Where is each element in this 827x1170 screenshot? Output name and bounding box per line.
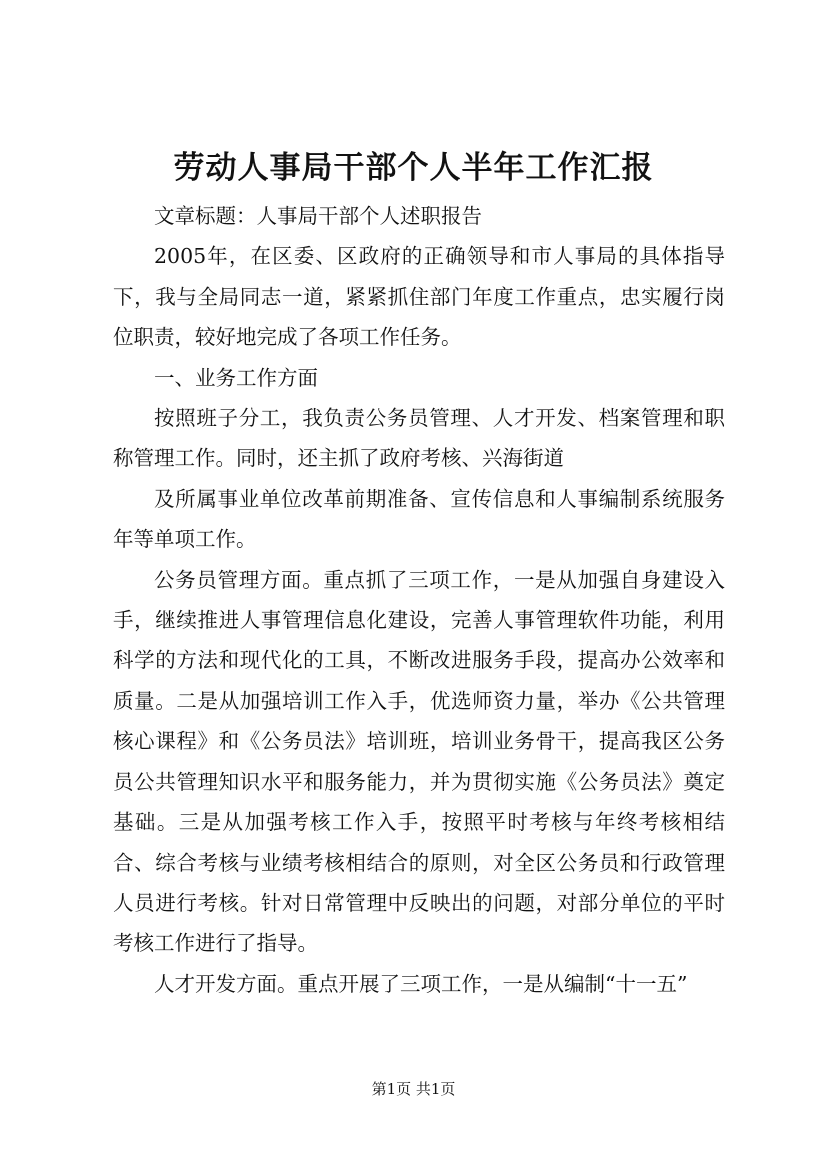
section-heading-business: 一、业务工作方面 bbox=[154, 365, 318, 390]
paragraph-intro: 2005年，在区委、区政府的正确领导和市人事局的具体指导下，我与全局同志一道，紧紧抓住部门年度工作重点，忠实履行岗位职责，较好地完成了各项工作任务。 bbox=[113, 244, 725, 350]
paragraph-talent-development: 人才开发方面。重点开展了三项工作，一是从编制“十一五” bbox=[154, 971, 688, 996]
paragraph-article-title: 文章标题：人事局干部个人述职报告 bbox=[154, 204, 482, 228]
paragraph-division-of-work: 按照班子分工，我负责公务员管理、人才开发、档案管理和职称管理工作。同时，还主抓了政府考核、兴海街道 bbox=[113, 406, 725, 471]
paragraph-single-tasks: 及所属事业单位改革前期准备、宣传信息和人事编制系统服务年等单项工作。 bbox=[113, 486, 725, 552]
paragraph-civil-servant-management: 公务员管理方面。重点抓了三项工作，一是从加强自身建设入手，继续推进人事管理信息化建设，完善人事管理软件功能，利用科学的方法和现代化的工具，不断改进服务手段，提高办公效率和质量。二是从加强培训工作入手，优选师资力量，举办《公共管理核心课程》和《公务员法》培训班，培训业务骨干，提高我区公务员公共管理知识水平和服务能力，并为贯彻实施《公务员法》奠定基础。三是从加强考核工作入手，按照平时考核与年终考核相结合、综合考核与业绩考核相结合的原则，对全区公务员和行政管理人员进行考核。针对日常管理中反映出的问题，对部分单位的平时考核工作进行了指导。 bbox=[113, 567, 725, 956]
page-number-footer: 第1页 共1页 bbox=[371, 1080, 456, 1098]
document-title: 劳动人事局干部个人半年工作汇报 bbox=[173, 150, 654, 186]
document-body bbox=[113, 196, 725, 1004]
